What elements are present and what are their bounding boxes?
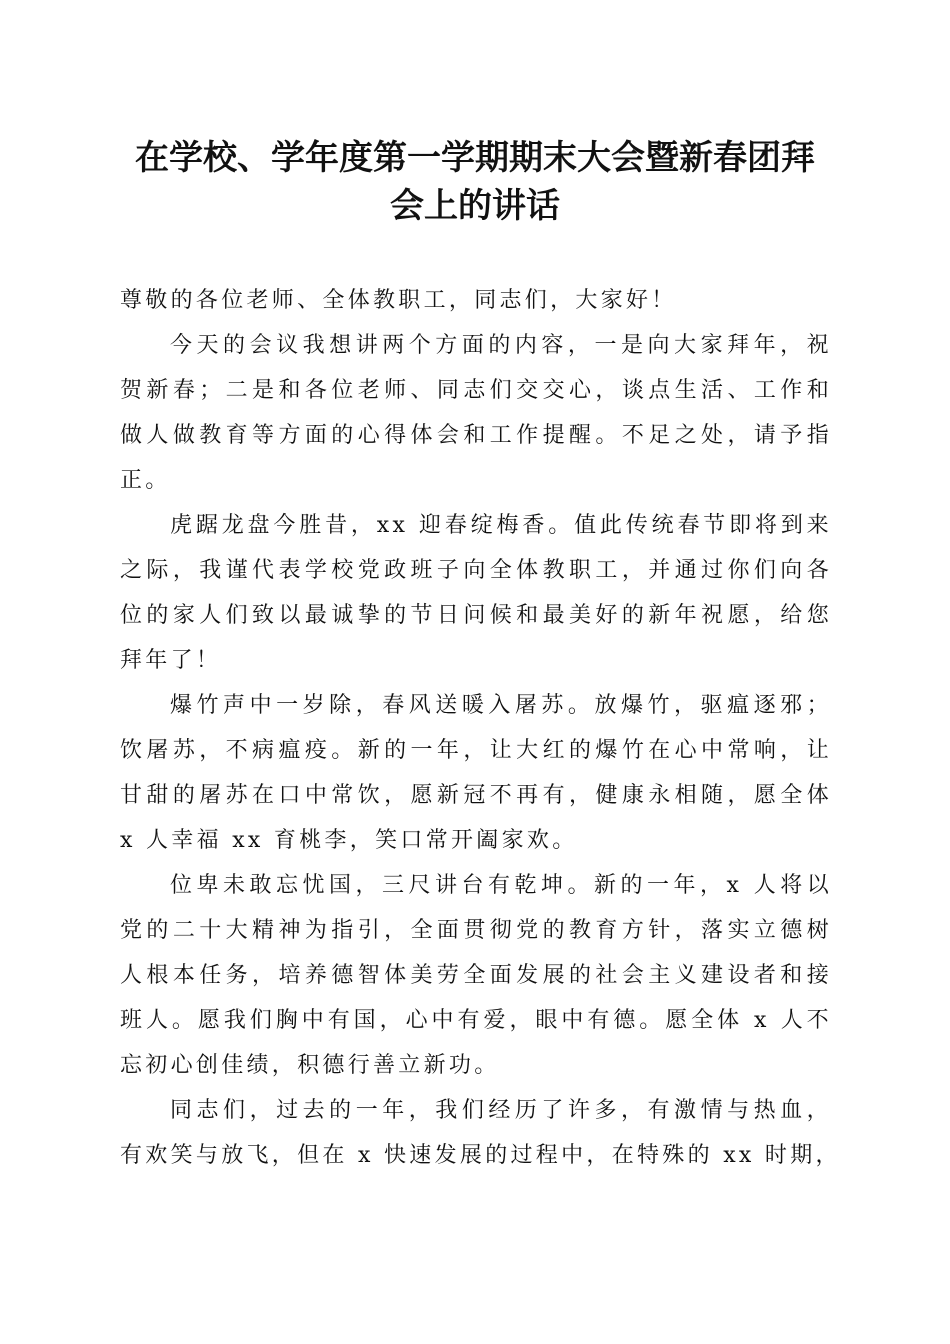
- paragraph-line: 党的二十大精神为指引，全面贯彻党的教育方针，落实立德树: [120, 918, 832, 943]
- paragraph-line: 位卑未敢忘忧国，三尺讲台有乾坤。新的一年，x 人将以: [170, 873, 832, 898]
- document-body: [120, 278, 841, 1178]
- paragraph-2: [120, 503, 832, 683]
- paragraph-line: 做人做教育等方面的心得体会和工作提醒。不足之处，请予指: [120, 423, 832, 448]
- paragraph-line: 饮屠苏，不病瘟疫。新的一年，让大红的爆竹在心中常响，让: [120, 738, 832, 763]
- paragraph-line: 拜年了！: [120, 648, 222, 673]
- title-line-2: 会上的讲话: [390, 186, 560, 226]
- paragraph-line: 同志们，过去的一年，我们经历了许多，有激情与热血，: [170, 1098, 832, 1123]
- salutation: 尊敬的各位老师、全体教职工，同志们，大家好！: [120, 288, 677, 313]
- paragraph-line: 班人。愿我们胸中有国，心中有爱，眼中有德。愿全体 x 人不: [120, 1008, 832, 1033]
- paragraph-line: 虎踞龙盘今胜昔，xx 迎春绽梅香。值此传统春节即将到来: [170, 513, 832, 538]
- paragraph-line: 之际，我谨代表学校党政班子向全体教职工，并通过你们向各: [120, 558, 832, 583]
- paragraph-line: x 人幸福 xx 育桃李，笑口常开阖家欢。: [120, 828, 578, 853]
- title-line-1: 在学校、学年度第一学期期末大会暨新春团拜: [135, 138, 815, 178]
- paragraph-4: [120, 863, 832, 1088]
- paragraph-line: 人根本任务，培养德智体美劳全面发展的社会主义建设者和接: [120, 963, 832, 988]
- paragraph-line: 甘甜的屠苏在口中常饮，愿新冠不再有，健康永相随，愿全体: [120, 783, 832, 808]
- paragraph-5: [120, 1088, 841, 1178]
- paragraph-line: 忘初心创佳绩，积德行善立新功。: [120, 1053, 500, 1078]
- paragraph-line: 有欢笑与放飞，但在 x 快速发展的过程中，在特殊的 xx 时期，: [120, 1143, 841, 1168]
- document-title: [100, 134, 850, 230]
- paragraph-line: 今天的会议我想讲两个方面的内容，一是向大家拜年，祝: [170, 333, 832, 358]
- paragraph-line: 正。: [120, 468, 171, 493]
- paragraph-3: [120, 683, 832, 863]
- paragraph-line: 爆竹声中一岁除，春风送暖入屠苏。放爆竹，驱瘟逐邪；: [170, 693, 832, 718]
- paragraph-line: 位的家人们致以最诚挚的节日问候和最美好的新年祝愿，给您: [120, 603, 832, 628]
- paragraph-1: [120, 323, 832, 503]
- paragraph-line: 贺新春；二是和各位老师、同志们交交心，谈点生活、工作和: [120, 378, 832, 403]
